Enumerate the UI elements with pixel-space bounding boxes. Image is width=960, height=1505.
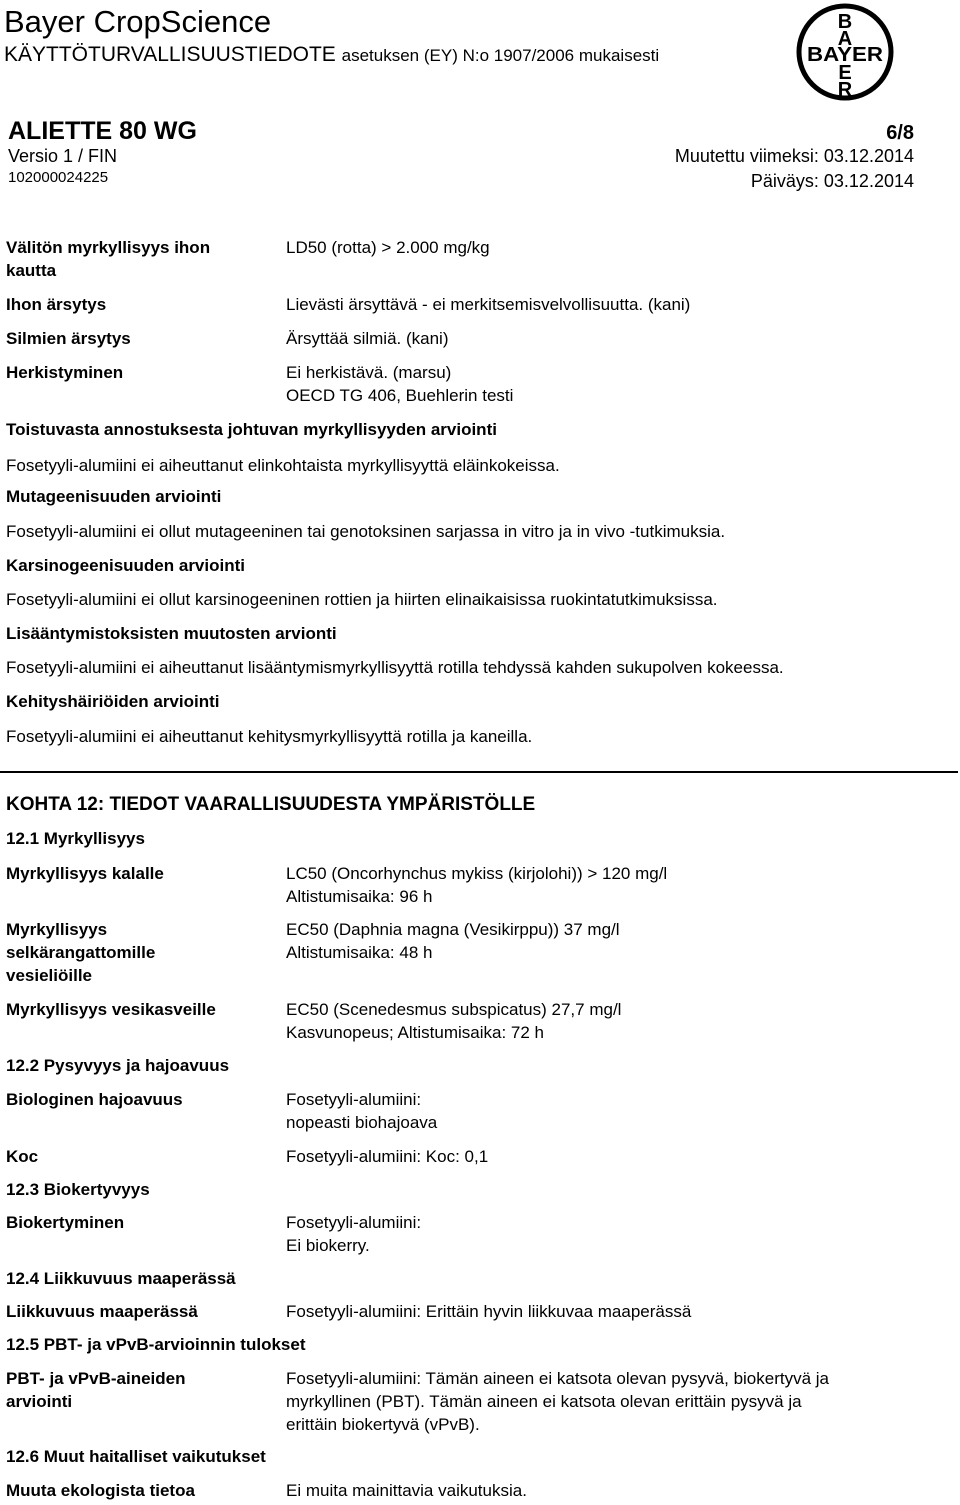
heading-developmental: Kehityshäiriöiden arviointi	[6, 692, 220, 711]
text-developmental: Fosetyyli-alumiini ei aiheuttanut kehitysmyrkyllisyyttä rotilla ja kaneilla.	[6, 727, 533, 746]
value-skin-irritation: Lievästi ärsyttävä - ei merkitsemisvelvollisuutta. (kani)	[286, 295, 691, 314]
value-bioaccumulation-1: Fosetyyli-alumiini:	[286, 1213, 422, 1232]
subheading-12-5: 12.5 PBT- ja vPvB-arvioinnin tulokset	[6, 1335, 306, 1354]
document-title-main: KÄYTTÖTURVALLISUUSTIEDOTE	[4, 43, 336, 66]
label-plant-toxicity: Myrkyllisyys vesikasveille	[6, 1000, 216, 1019]
value-pbt-3: erittäin biokertyvä (vPvB).	[286, 1415, 480, 1434]
label-invertebrate-toxicity-3: vesieliöille	[6, 966, 92, 985]
subheading-12-1: 12.1 Myrkyllisyys	[6, 829, 145, 848]
value-bioaccumulation-2: Ei biokerry.	[286, 1236, 370, 1255]
logo-letter-a: A	[837, 28, 853, 50]
value-sensitisation-1: Ei herkistävä. (marsu)	[286, 363, 452, 382]
heading-repeated-dose: Toistuvasta annostuksesta johtuvan myrkyllisyyden arviointi	[6, 420, 497, 439]
value-plant-toxicity-2: Kasvunopeus; Altistumisaika: 72 h	[286, 1023, 544, 1042]
logo-letter-b: B	[837, 11, 853, 33]
logo-letter-e: E	[838, 62, 852, 84]
value-soil-mobility: Fosetyyli-alumiini: Erittäin hyvin liikkuvaa maaperässä	[286, 1302, 692, 1321]
page-number: 6/8	[886, 122, 914, 144]
document-number: 102000024225	[8, 169, 109, 186]
value-invertebrate-toxicity-2: Altistumisaika: 48 h	[286, 943, 433, 962]
logo-h-y: Y	[837, 44, 851, 66]
label-invertebrate-toxicity-2: selkärangattomille	[6, 943, 156, 962]
value-dermal-toxicity: LD50 (rotta) > 2.000 mg/kg	[286, 238, 490, 257]
logo-h-b: B	[807, 44, 822, 66]
version: Versio 1 / FIN	[8, 146, 118, 166]
label-soil-mobility: Liikkuvuus maaperässä	[6, 1302, 198, 1321]
label-skin-irritation: Ihon ärsytys	[6, 295, 107, 314]
value-plant-toxicity-1: EC50 (Scenedesmus subspicatus) 27,7 mg/l	[286, 1000, 622, 1019]
label-other-ecological: Muuta ekologista tietoa	[6, 1481, 195, 1500]
label-biodegradation: Biologinen hajoavuus	[6, 1090, 183, 1109]
modified-date: Muutettu viimeksi: 03.12.2014	[674, 146, 914, 166]
section-divider	[0, 771, 958, 773]
value-other-ecological: Ei muita mainittavia vaikutuksia.	[286, 1481, 527, 1500]
subheading-12-2: 12.2 Pysyvyys ja hajoavuus	[6, 1056, 230, 1075]
value-sensitisation-2: OECD TG 406, Buehlerin testi	[286, 386, 514, 405]
company-name: Bayer CropScience	[4, 4, 272, 39]
value-pbt-1: Fosetyyli-alumiini: Tämän aineen ei katsota olevan pysyvä, biokertyvä ja	[286, 1369, 830, 1388]
logo-h-e: E	[852, 44, 866, 66]
value-fish-toxicity-1: LC50 (Oncorhynchus mykiss (kirjolohi)) > 120 mg/l	[286, 864, 668, 883]
subheading-12-6: 12.6 Muut haitalliset vaikutukset	[6, 1447, 266, 1466]
label-fish-toxicity: Myrkyllisyys kalalle	[6, 864, 164, 883]
label-bioaccumulation: Biokertyminen	[6, 1213, 125, 1232]
section-12-title: KOHTA 12: TIEDOT VAARALLISUUDESTA YMPÄRISTÖLLE	[6, 794, 536, 815]
value-invertebrate-toxicity-1: EC50 (Daphnia magna (Vesikirppu)) 37 mg/l	[286, 920, 620, 939]
label-dermal-toxicity: Välitön myrkyllisyys ihon kautta	[6, 238, 211, 280]
value-eye-irritation: Ärsyttää silmiä. (kani)	[286, 329, 449, 348]
subheading-12-4: 12.4 Liikkuvuus maaperässä	[6, 1269, 236, 1288]
subheading-12-3: 12.3 Biokertyvyys	[6, 1180, 150, 1199]
label-pbt-2: arviointi	[6, 1392, 73, 1411]
value-pbt-2: myrkyllinen (PBT). Tämän aineen ei katsota olevan erittäin pysyvä ja	[286, 1392, 802, 1411]
heading-reproductive: Lisääntymistoksisten muutosten arvionti	[6, 624, 337, 643]
document-title	[4, 42, 659, 69]
heading-mutagenicity: Mutageenisuuden arviointi	[6, 487, 222, 506]
label-sensitisation: Herkistyminen	[6, 363, 124, 382]
value-koc: Fosetyyli-alumiini: Koc: 0,1	[286, 1147, 489, 1166]
label-koc: Koc	[6, 1147, 39, 1166]
value-biodegradation-2: nopeasti biohajoava	[286, 1113, 438, 1132]
logo-h-r: R	[866, 44, 882, 66]
label-eye-irritation: Silmien ärsytys	[6, 329, 131, 348]
bayer-logo-icon	[795, 2, 895, 102]
issue-date: Päiväys: 03.12.2014	[750, 171, 914, 191]
text-carcinogenicity: Fosetyyli-alumiini ei ollut karsinogeeninen rottien ja hiirten elinaikaisissa ruokintatutkimuksissa.	[6, 590, 718, 609]
text-mutagenicity: Fosetyyli-alumiini ei ollut mutageeninen tai genotoksinen sarjassa in vitro ja in vivo -tutkimuksia.	[6, 522, 726, 541]
product-name: ALIETTE 80 WG	[8, 117, 197, 145]
logo-h-a: A	[823, 44, 836, 66]
text-repeated-dose: Fosetyyli-alumiini ei aiheuttanut elinkohtaista myrkyllisyyttä eläinkokeissa.	[6, 456, 560, 475]
document-title-sub: asetuksen (EY) N:o 1907/2006 mukaisesti	[341, 46, 660, 65]
value-biodegradation-1: Fosetyyli-alumiini:	[286, 1090, 422, 1109]
heading-carcinogenicity: Karsinogeenisuuden arviointi	[6, 556, 245, 575]
logo-letter-r: R	[837, 79, 853, 101]
label-pbt-1: PBT- ja vPvB-aineiden	[6, 1369, 186, 1388]
label-invertebrate-toxicity-1: Myrkyllisyys	[6, 920, 108, 939]
value-fish-toxicity-2: Altistumisaika: 96 h	[286, 887, 433, 906]
text-reproductive: Fosetyyli-alumiini ei aiheuttanut lisääntymismyrkyllisyyttä rotilla tehdyssä kahden sukupolven kokeessa.	[6, 658, 784, 677]
